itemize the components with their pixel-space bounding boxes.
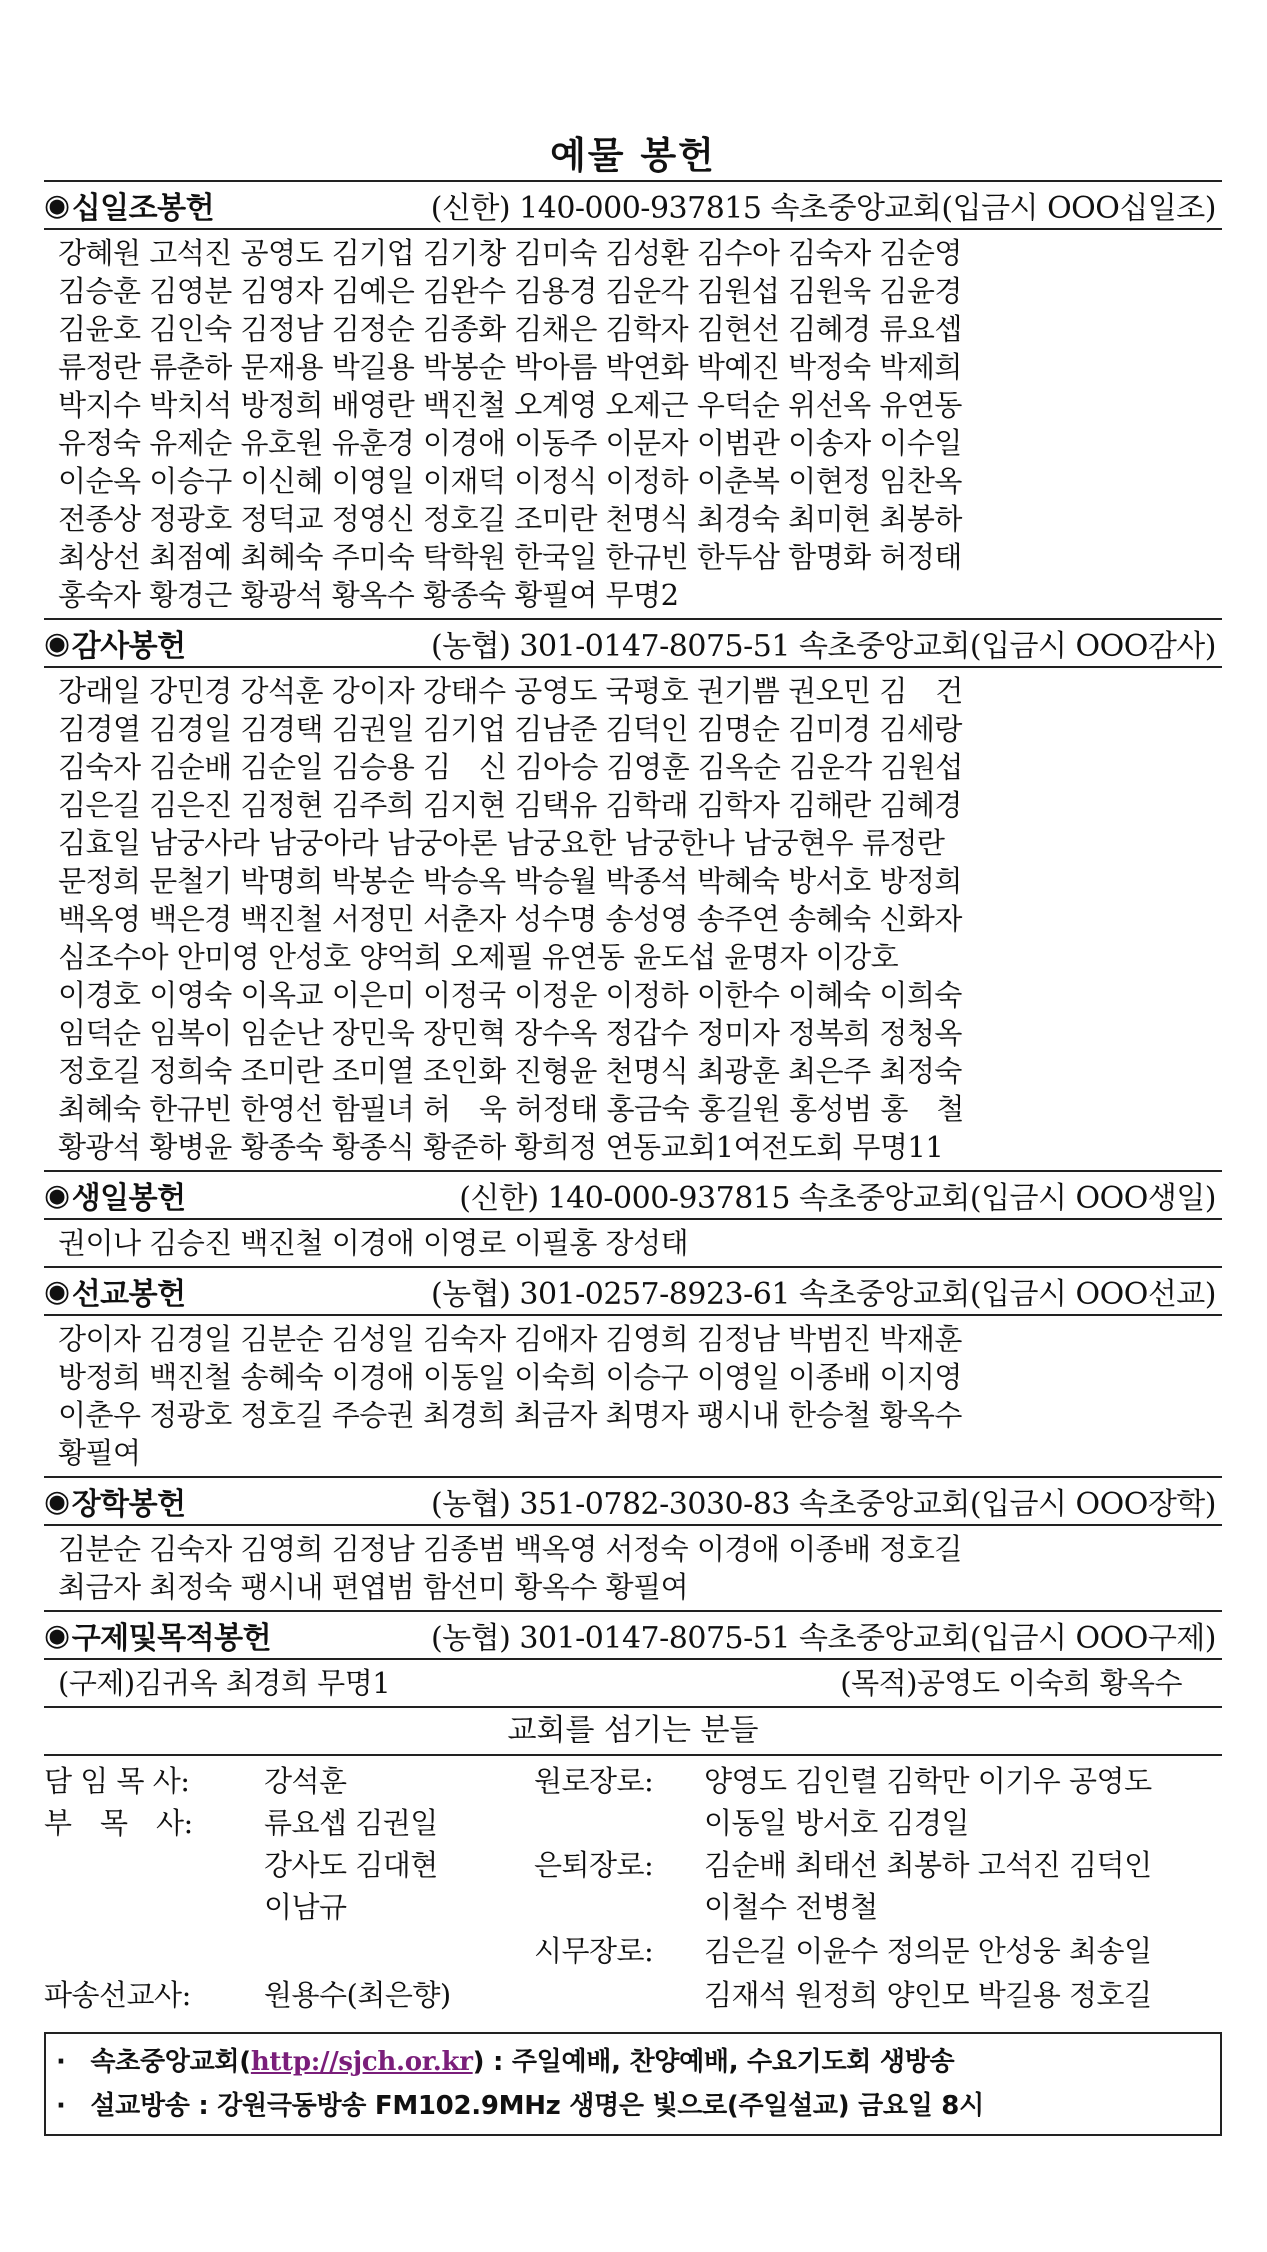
donor-list [44,1526,1222,1612]
associate-pastor-1: 류요셉 김권일 [264,1806,438,1840]
donor-line: 강혜원 고석진 공영도 김기업 김기창 김미숙 김성환 김수아 김숙자 김순영 [58,236,962,270]
donor-line: 방정희 백진철 송혜숙 이경애 이동일 이숙희 이승구 이영일 이종배 이지영 [58,1360,962,1394]
missionary-label: 파송선교사: [44,1978,191,2012]
donor-line: 최금자 최정숙 팽시내 편엽범 함선미 황옥수 황필여 [58,1570,689,1604]
donor-list [44,668,1222,1172]
section-name: 선교봉헌 [71,1277,186,1312]
account-info: (농협) 301-0147-8075-51 속초중앙교회(입금시 OOO감사) [431,629,1216,664]
donor-line: 최상선 최점예 최혜숙 주미숙 탁학원 한국일 한규빈 한두삼 함명화 허정태 [58,540,962,574]
donor-line: 문정희 문철기 박명희 박봉순 박승옥 박승월 박종석 박혜숙 방서호 방정희 [58,864,962,898]
section-header [44,1172,1222,1220]
donor-line: 권이나 김승진 백진철 이경애 이영로 이필홍 장성태 [58,1226,689,1260]
section-name: 장학봉헌 [71,1487,186,1522]
section-header [44,1478,1222,1526]
elder-emeritus-2: 이동일 방서호 김경일 [704,1806,970,1840]
senior-pastor: 강석훈 [264,1764,347,1798]
bullet-icon: ◉ [44,1483,70,1519]
relief-donors: (구제)김귀옥 최경희 무명1 [58,1666,391,1700]
donor-line: 김경열 김경일 김경택 김권일 김기업 김남준 김덕인 김명순 김미경 김세랑 [58,712,962,746]
donor-line: 김윤호 김인숙 김정남 김정순 김종화 김채은 김학자 김현선 김혜경 류요셉 [58,312,962,346]
elder-active-2: 김재석 원정희 양인모 박길용 정호길 [704,1978,1152,2012]
elder-active-label: 시무장로: [534,1934,654,1968]
servants-title: 교회를 섬기는 분들 [44,1708,1222,1756]
donor-line: 류정란 류춘하 문재용 박길용 박봉순 박아름 박연화 박예진 박정숙 박제희 [58,350,962,384]
notice-bullet: · [56,2047,66,2077]
bullet-icon: ◉ [44,1177,70,1213]
relief-purpose-row [58,1664,1222,1702]
associate-pastor-label: 부 목 사: [44,1806,193,1840]
associate-pastor-2: 강사도 김대현 [264,1848,438,1882]
donor-line: 심조수아 안미영 안성호 양억희 오제필 유연동 윤도섭 윤명자 이강호 [58,940,899,974]
section-name: 십일조봉헌 [71,191,215,226]
donor-line: 김효일 남궁사라 남궁아라 남궁아론 남궁요한 남궁한나 남궁현우 류정란 [58,826,945,860]
donor-line: 강이자 김경일 김분순 김성일 김숙자 김애자 김영희 김정남 박범진 박재훈 [58,1322,962,1356]
section-header [44,182,1222,230]
account-info: (농협) 301-0257-8923-61 속초중앙교회(입금시 OOO선교) [431,1277,1216,1312]
notice-church-text: 속초중앙교회( [90,2047,251,2077]
donor-line: 임덕순 임복이 임순난 장민욱 장민혁 장수옥 정갑수 정미자 정복희 정청옥 [58,1016,962,1050]
donor-line: 백옥영 백은경 백진철 서정민 서춘자 성수명 송성영 송주연 송혜숙 신화자 [58,902,962,936]
donor-line: 김승훈 김영분 김영자 김예은 김완수 김용경 김운각 김원섭 김원욱 김윤경 [58,274,962,308]
donor-line: 정호길 정희숙 조미란 조미열 조인화 진형윤 천명식 최광훈 최은주 최정숙 [58,1054,962,1088]
account-info: (농협) 301-0147-8075-51 속초중앙교회(입금시 OOO구제) [431,1621,1216,1656]
donor-line: 김숙자 김순배 김순일 김승용 김 신 김아승 김영훈 김옥순 김운각 김원섭 [58,750,963,784]
donor-line: 이경호 이영숙 이옥교 이은미 이정국 이정운 이정하 이한수 이혜숙 이희숙 [58,978,962,1012]
associate-pastor-3: 이남규 [264,1890,347,1924]
notice-radio-text: 설교방송 : 강원극동방송 FM102.9MHz 생명은 빛으로(주일설교) 금요일 8시 [90,2091,984,2121]
donor-line: 홍숙자 황경근 황광석 황옥수 황종숙 황필여 무명2 [58,578,679,612]
church-website-link[interactable]: http://sjch.or.kr [250,2047,473,2077]
section-name: 감사봉헌 [71,629,186,664]
offering-sections [44,182,1222,1708]
purpose-donors: (목적)공영도 이숙희 황옥수 [840,1666,1182,1700]
donor-line: 유정숙 유제순 유호원 유훈경 이경애 이동주 이문자 이범관 이송자 이수일 [58,426,962,460]
donor-line: 박지수 박치석 방정희 배영란 백진철 오계영 오제근 우덕순 위선옥 유연동 [58,388,962,422]
elder-retired-label: 은퇴장로: [534,1848,654,1882]
account-info: (농협) 351-0782-3030-83 속초중앙교회(입금시 OOO장학) [431,1487,1216,1522]
bullet-icon: ◉ [44,625,70,661]
bullet-icon: ◉ [44,1273,70,1309]
elder-emeritus-label: 원로장로: [534,1764,654,1798]
donor-list [44,230,1222,620]
section-name: 구제및목적봉헌 [71,1621,272,1656]
bullet-icon: ◉ [44,187,70,223]
section-name: 생일봉헌 [71,1181,186,1216]
elder-retired-1: 김순배 최태선 최봉하 고석진 김덕인 [704,1848,1152,1882]
section-header [44,620,1222,668]
donor-list [44,1220,1222,1268]
elder-active-1: 김은길 이윤수 정의문 안성웅 최송일 [704,1934,1152,1968]
account-info: (신한) 140-000-937815 속초중앙교회(입금시 OOO생일) [459,1181,1216,1216]
notice-bullet: · [56,2091,66,2121]
donor-line: 김은길 김은진 김정현 김주희 김지현 김택유 김학래 김학자 김해란 김혜경 [58,788,962,822]
servants-list [44,1756,1222,2026]
donor-line: 전종상 정광호 정덕교 정영신 정호길 조미란 천명식 최경숙 최미현 최봉하 [58,502,962,536]
notice-line-radio [56,2084,1210,2128]
elder-emeritus-1: 양영도 김인렬 김학만 이기우 공영도 [704,1764,1152,1798]
page-title: 예물 봉헌 [44,130,1222,182]
offering-bulletin [44,130,1222,2136]
senior-pastor-label: 담 임 목 사: [44,1764,190,1798]
broadcast-notice [44,2032,1222,2136]
account-info: (신한) 140-000-937815 속초중앙교회(입금시 OOO십일조) [430,191,1216,226]
donor-line: 황필여 [58,1436,141,1470]
donor-line: 최혜숙 한규빈 한영선 함필녀 허 욱 허정태 홍금숙 홍길원 홍성범 홍 철 [58,1092,964,1126]
donor-list [44,1660,1222,1708]
donor-line: 김분순 김숙자 김영희 김정남 김종범 백옥영 서정숙 이경애 이종배 정호길 [58,1532,962,1566]
donor-line: 이춘우 정광호 정호길 주승권 최경희 최금자 최명자 팽시내 한승철 황옥수 [58,1398,962,1432]
donor-line: 황광석 황병윤 황종숙 황종식 황준하 황희정 연동교회1여전도회 무명11 [58,1130,944,1164]
donor-line: 강래일 강민경 강석훈 강이자 강태수 공영도 국평호 권기쁨 권오민 김 건 [58,674,963,708]
section-header [44,1612,1222,1660]
section-header [44,1268,1222,1316]
missionary: 원용수(최은향) [264,1978,451,2012]
donor-list [44,1316,1222,1478]
bullet-icon: ◉ [44,1617,70,1653]
notice-livestream-text: ) : 주일예배, 찬양예배, 수요기도회 생방송 [472,2047,955,2077]
donor-line: 이순옥 이승구 이신혜 이영일 이재덕 이정식 이정하 이춘복 이현정 임찬옥 [58,464,962,498]
elder-retired-2: 이철수 전병철 [704,1890,878,1924]
notice-line-livestream [56,2040,1210,2084]
